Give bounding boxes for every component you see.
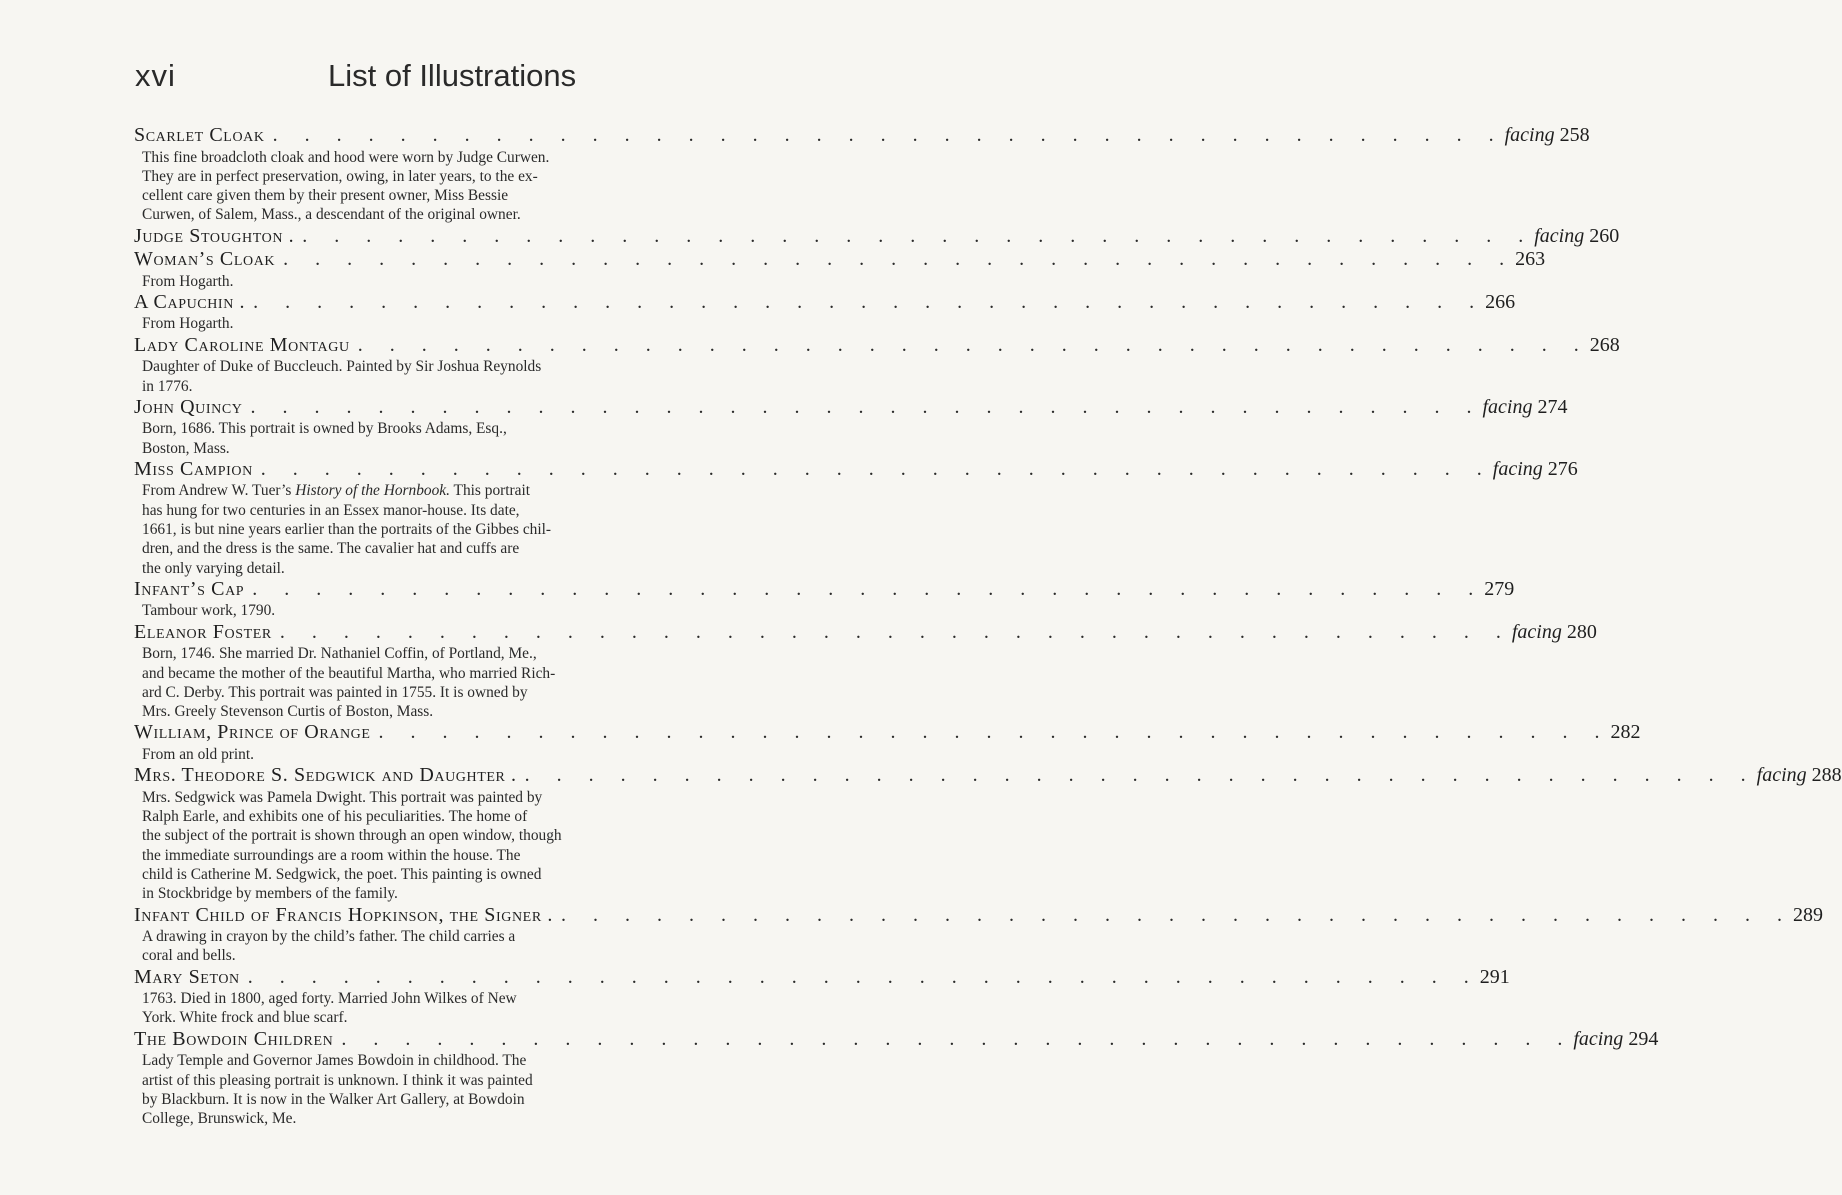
page-number-ref: 288 (1811, 764, 1842, 787)
dot-leader: . . . . . . . . . . . . . . . . . . . . . . . . . . . . . . . . . . . . . . . (247, 965, 1480, 988)
entry-title: Judge Stoughton . (134, 224, 295, 247)
page-reference (1505, 124, 1590, 148)
facing-label: facing (1756, 764, 1807, 787)
facing-label: facing (1504, 124, 1555, 146)
entry-title-line (134, 577, 1515, 602)
entry-title: Mrs. Theodore S. Sedgwick and Daughter . (134, 764, 517, 787)
entry-title-line (134, 124, 1590, 148)
entry-title: Scarlet Cloak (134, 124, 265, 146)
entry-description-line: From an old print. (142, 745, 255, 763)
illustration-entry (134, 620, 1597, 722)
page-reference (1590, 334, 1620, 358)
entry-description-line: York. White frock and blue scarf. (142, 1009, 348, 1027)
entry-title-line (134, 248, 1546, 272)
illustration-entry (134, 224, 1620, 249)
description-text: This portrait (449, 482, 531, 500)
entry-title: Mary Seton (134, 965, 240, 988)
entry-title: Woman’s Cloak (134, 248, 276, 271)
page-number-ref: 274 (1537, 395, 1568, 418)
entry-description-line: Boston, Mass. (142, 439, 230, 457)
entry-description-line: From Hogarth. (142, 272, 234, 290)
entry-description-line: 1661, is but nine years earlier than the portraits of the Gibbes chil- (142, 521, 552, 539)
entry-description-line: coral and bells. (142, 947, 236, 965)
entry-description-line: dren, and the dress is the same. The cavalier hat and cuffs are (142, 540, 520, 558)
dot-leader: . . . . . . . . . . . . . . . . . . . . . . . . . . . . . . . . . . . . . . . (250, 395, 1483, 418)
entry-description-line: Curwen, of Salem, Mass., a descendant of the original owner. (142, 206, 521, 224)
page-number-ref: 294 (1628, 1027, 1659, 1050)
page-number-ref: 282 (1610, 721, 1641, 744)
entry-description-line: in 1776. (142, 377, 193, 395)
entry-title: Infant Child of Francis Hopkinson, the Signer . (134, 903, 553, 926)
entry-description-line: College, Brunswick, Me. (142, 1110, 297, 1128)
dot-leader: . . . . . . . . . . . . . . . . . . . . . . . . . . . . . . . . . . . . . . . (302, 224, 1535, 247)
illustration-entry (134, 457, 1578, 578)
page-number-ref: 291 (1479, 965, 1510, 988)
page-header (0, 58, 801, 98)
entry-description-line: by Blackburn. It is now in the Walker Art Gallery, at Bowdoin (142, 1090, 525, 1108)
page-reference (1757, 764, 1842, 788)
page-reference (1483, 396, 1568, 420)
entry-description-line: Mrs. Sedgwick was Pamela Dwight. This portrait was painted by (142, 788, 543, 806)
illustration-list (134, 124, 1842, 1128)
facing-label: facing (1534, 224, 1585, 247)
entry-description-line: the subject of the portrait is shown through an open window, though (142, 827, 562, 845)
page-number: xvi (135, 58, 176, 93)
entry-title: John Quincy (134, 395, 243, 418)
page-reference (1793, 904, 1823, 928)
page-reference (1611, 721, 1641, 745)
dot-leader: . . . . . . . . . . . . . . . . . . . . . . . . . . . . . . . . . . . . . . . (357, 333, 1590, 356)
entry-title-line (134, 903, 1823, 928)
illustration-entry (134, 333, 1620, 396)
illustration-entry (134, 764, 1842, 903)
entry-description-line: has hung for two centuries in an Essex manor-house. Its date, (142, 501, 520, 519)
illustration-entry (134, 577, 1515, 621)
entry-description-line: the only varying detail. (142, 559, 285, 577)
entry-description-line: ard C. Derby. This portrait was painted in 1755. It is owned by (142, 683, 528, 701)
running-title: List of Illustrations (328, 58, 577, 93)
facing-label: facing (1492, 457, 1543, 480)
entry-description-line: Lady Temple and Governor James Bowdoin in childhood. The (142, 1052, 527, 1070)
entry-title-line (134, 224, 1620, 249)
entry-description-line: the immediate surroundings are a room within the house. The (142, 846, 521, 864)
illustration-entry (134, 395, 1568, 458)
illustration-entry (134, 290, 1516, 334)
illustration-entry (134, 1027, 1659, 1129)
dot-leader: . . . . . . . . . . . . . . . . . . . . . . . . . . . . . . . . . . . . . . . (253, 290, 1486, 313)
entry-description-line: From Hogarth. (142, 315, 234, 333)
entry-description-line (142, 481, 681, 500)
page-reference (1485, 291, 1515, 315)
page-reference (1493, 458, 1578, 482)
entry-title: Infant’s Cap (134, 577, 245, 600)
entry-description-line: This fine broadcloth cloak and hood were worn by Judge Curwen. (142, 148, 550, 166)
entry-title-line (134, 764, 1842, 788)
dot-leader: . . . . . . . . . . . . . . . . . . . . . . . . . . . . . . . . . . . . . . . (279, 620, 1512, 643)
dot-leader: . . . . . . . . . . . . . . . . . . . . . . . . . . . . . . . . . . . . . . . (260, 457, 1493, 480)
entry-title-line (134, 1027, 1659, 1052)
entry-description-line: They are in perfect preservation, owing, in later years, to the ex- (142, 167, 538, 185)
dot-leader: . . . . . . . . . . . . . . . . . . . . . . . . . . . . . . . . . . . . . . . (283, 248, 1516, 271)
entry-title-line (134, 333, 1620, 358)
illustration-entry (134, 721, 1641, 764)
entry-description-line: Daughter of Duke of Buccleuch. Painted by Sir Joshua Reynolds (142, 358, 542, 376)
entry-title: Eleanor Foster (134, 620, 272, 643)
dot-leader: . . . . . . . . . . . . . . . . . . . . . . . . . . . . . . . . . . . . . . . (524, 764, 1757, 787)
entry-title-line (134, 395, 1568, 420)
entry-title: Lady Caroline Montagu (134, 333, 350, 356)
entry-title-line (134, 457, 1578, 482)
entry-description-line: Tambour work, 1790. (142, 602, 276, 620)
dot-leader: . . . . . . . . . . . . . . . . . . . . . . . . . . . . . . . . . . . . . . . (252, 577, 1485, 600)
page-reference (1480, 966, 1510, 990)
page-number-ref: 258 (1559, 124, 1590, 146)
dot-leader: . . . . . . . . . . . . . . . . . . . . . . . . . . . . . . . . . . . . . . . (378, 721, 1611, 744)
entry-description-line: cellent care given them by their present owner, Miss Bessie (142, 187, 509, 205)
illustration-entry (134, 248, 1546, 291)
page-reference (1573, 1028, 1658, 1052)
entry-title: The Bowdoin Children (134, 1027, 334, 1050)
dot-leader: . . . . . . . . . . . . . . . . . . . . . . . . . . . . . . . . . . . . . . . (272, 124, 1505, 146)
illustration-entry (134, 124, 1590, 225)
page-reference (1484, 578, 1514, 602)
entry-description-line: Born, 1686. This portrait is owned by Brooks Adams, Esq., (142, 420, 507, 438)
page-number-ref: 276 (1547, 457, 1578, 480)
entry-title: William, Prince of Orange (134, 721, 371, 744)
entry-title: A Capuchin . (134, 290, 246, 313)
illustration-entry (134, 965, 1510, 1028)
page-reference (1515, 248, 1545, 272)
entry-title-line (134, 620, 1597, 645)
entry-description-line: Mrs. Greely Stevenson Curtis of Boston, Mass. (142, 703, 434, 721)
entry-title: Miss Campion (134, 457, 253, 480)
facing-label: facing (1482, 395, 1533, 418)
illustration-entry (134, 903, 1823, 966)
page-reference (1512, 621, 1597, 645)
entry-description-line: and became the mother of the beautiful Martha, who married Rich- (142, 664, 556, 682)
entry-description-line: Born, 1746. She married Dr. Nathaniel Coffin, of Portland, Me., (142, 645, 537, 663)
description-text: From Andrew W. Tuer’s (142, 482, 296, 500)
facing-label: facing (1573, 1027, 1624, 1050)
entry-description-line: 1763. Died in 1800, aged forty. Married John Wilkes of New (142, 990, 517, 1008)
facing-label: facing (1511, 620, 1562, 643)
page-number-ref: 260 (1589, 224, 1620, 247)
page-number-ref: 263 (1515, 248, 1546, 271)
entry-title-line (134, 965, 1510, 990)
entry-description-line: in Stockbridge by members of the family. (142, 885, 398, 903)
entry-description-line: A drawing in crayon by the child’s father. The child carries a (142, 928, 516, 946)
page-number-ref: 280 (1566, 620, 1597, 643)
entry-title-line (134, 290, 1516, 315)
dot-leader: . . . . . . . . . . . . . . . . . . . . . . . . . . . . . . . . . . . . . . . (560, 903, 1793, 926)
entry-title-line (134, 721, 1641, 745)
book-title: History of the Hornbook. (295, 482, 450, 500)
page-number-ref: 279 (1484, 577, 1515, 600)
dot-leader: . . . . . . . . . . . . . . . . . . . . . . . . . . . . . . . . . . . . . . . (341, 1027, 1574, 1050)
page-number-ref: 266 (1485, 290, 1516, 313)
page-reference (1534, 225, 1619, 249)
entry-description-line: child is Catherine M. Sedgwick, the poet. This painting is owned (142, 865, 542, 883)
page-number-ref: 289 (1792, 903, 1823, 926)
entry-description-line: Ralph Earle, and exhibits one of his peculiarities. The home of (142, 808, 528, 826)
page-number-ref: 268 (1589, 333, 1620, 356)
entry-description-line: artist of this pleasing portrait is unknown. I think it was painted (142, 1071, 533, 1089)
